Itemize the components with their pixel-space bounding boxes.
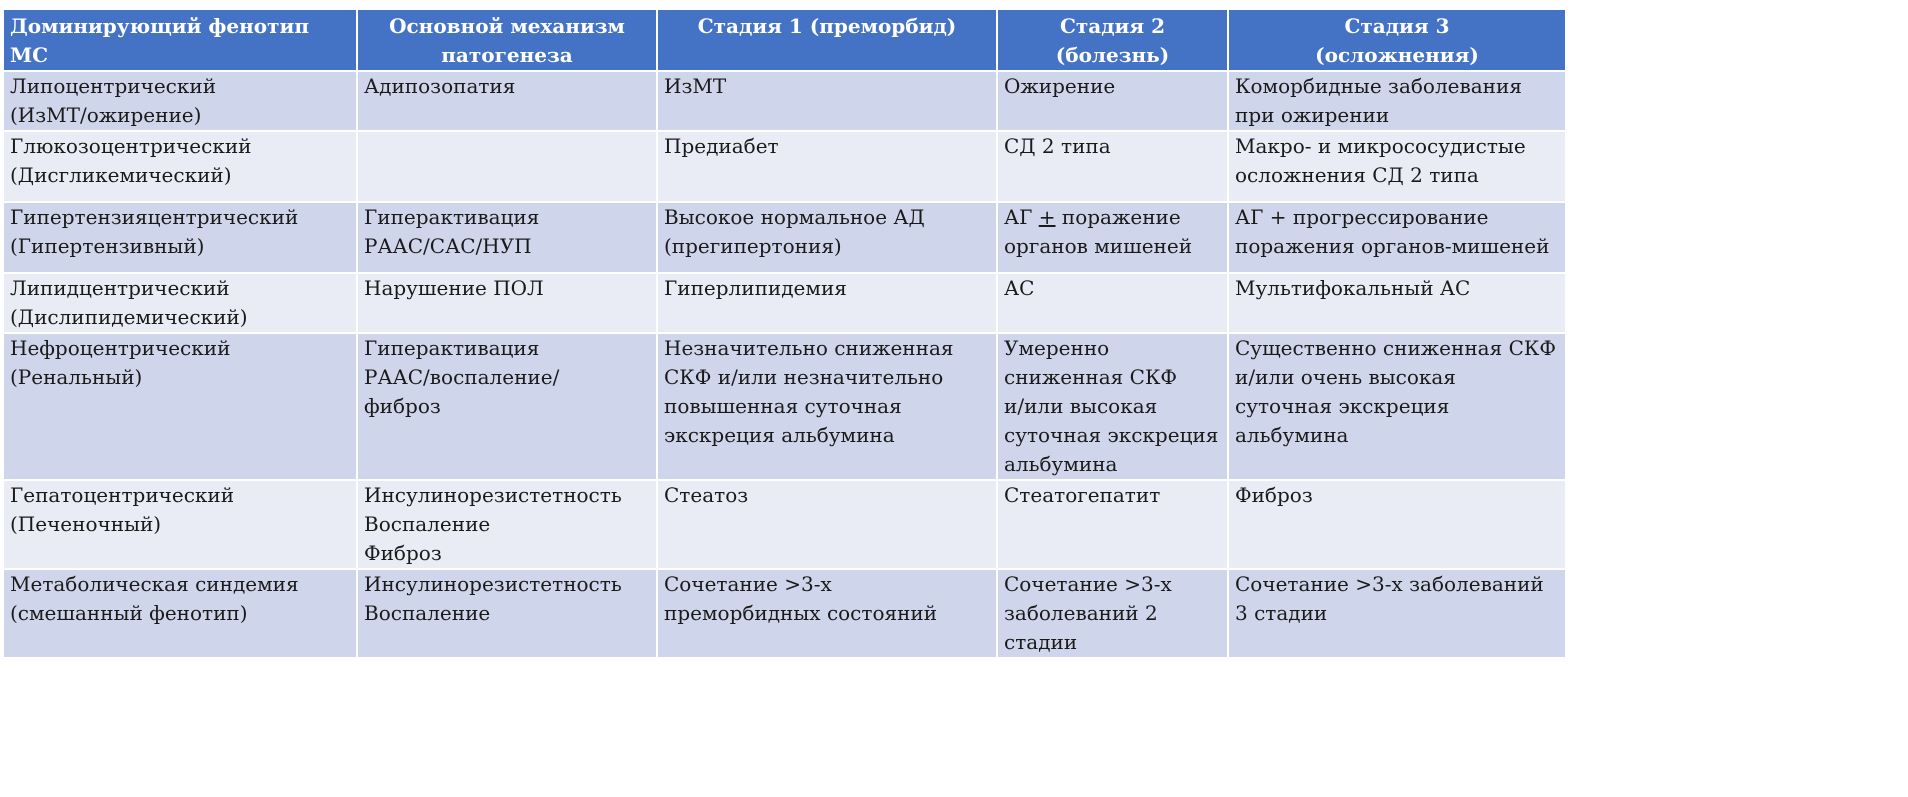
phenotype-table-container xyxy=(2,8,1565,659)
cell-mechanism: Гиперактивация РААС/воспаление/ фиброз xyxy=(357,333,657,480)
table-row xyxy=(3,480,1566,569)
cell-mechanism: Нарушение ПОЛ xyxy=(357,273,657,333)
header-stage-1: Стадия 1 (преморбид) xyxy=(657,9,997,71)
cell-stage-2: Сочетание >3-х заболеваний 2 стадии xyxy=(997,569,1228,658)
table-row xyxy=(3,202,1566,273)
cell-stage-2: Ожирение xyxy=(997,71,1228,131)
header-stage-2: Стадия 2 (болезнь) xyxy=(997,9,1228,71)
stage-2-suffix: поражение органов мишеней xyxy=(1004,205,1193,258)
cell-stage-1: ИзМТ xyxy=(657,71,997,131)
cell-stage-2: АС xyxy=(997,273,1228,333)
cell-stage-2: СД 2 типа xyxy=(997,131,1228,202)
cell-phenotype: Глюкозоцентрический (Дисгликемический) xyxy=(3,131,357,202)
stage-2-prefix: АГ xyxy=(1004,205,1039,229)
table-header xyxy=(3,9,1566,71)
cell-mechanism: Инсулинорезистетность Воспаление Фиброз xyxy=(357,480,657,569)
plus-minus-symbol: + xyxy=(1038,205,1056,229)
cell-stage-3: Коморбидные заболевания при ожирении xyxy=(1228,71,1566,131)
cell-stage-3: АГ + прогрессирование поражения органов-мишеней xyxy=(1228,202,1566,273)
cell-stage-1: Высокое нормальное АД (прегипертония) xyxy=(657,202,997,273)
cell-phenotype: Метаболическая синдемия (смешанный фенотип) xyxy=(3,569,357,658)
cell-stage-2: Умеренно сниженная СКФ и/или высокая суточная экскреция альбумина xyxy=(997,333,1228,480)
cell-mechanism: Инсулинорезистетность Воспаление xyxy=(357,569,657,658)
header-stage-3: Стадия 3 (осложнения) xyxy=(1228,9,1566,71)
cell-phenotype: Липоцентрический (ИзМТ/ожирение) xyxy=(3,71,357,131)
cell-phenotype: Гепатоцентрический (Печеночный) xyxy=(3,480,357,569)
cell-stage-3: Макро- и микрососудистые осложнения СД 2 типа xyxy=(1228,131,1566,202)
table-row xyxy=(3,131,1566,202)
cell-stage-1: Предиабет xyxy=(657,131,997,202)
cell-stage-3: Мультифокальный АС xyxy=(1228,273,1566,333)
cell-stage-1: Сочетание >3-х преморбидных состояний xyxy=(657,569,997,658)
cell-stage-3: Фиброз xyxy=(1228,480,1566,569)
cell-mechanism: Адипозопатия xyxy=(357,71,657,131)
cell-stage-2 xyxy=(997,202,1228,273)
cell-phenotype: Липидцентрический (Дислипидемический) xyxy=(3,273,357,333)
table-row xyxy=(3,71,1566,131)
cell-phenotype: Гипертензияцентрический (Гипертензивный) xyxy=(3,202,357,273)
cell-stage-2: Стеатогепатит xyxy=(997,480,1228,569)
table-row xyxy=(3,569,1566,658)
header-row xyxy=(3,9,1566,71)
cell-stage-1: Незначительно сниженная СКФ и/или незначительно повышенная суточная экскреция альбумина xyxy=(657,333,997,480)
cell-stage-1: Гиперлипидемия xyxy=(657,273,997,333)
header-mechanism: Основной механизм патогенеза xyxy=(357,9,657,71)
cell-mechanism: Гиперактивация РААС/САС/НУП xyxy=(357,202,657,273)
cell-stage-3: Существенно сниженная СКФ и/или очень высокая суточная экскреция альбумина xyxy=(1228,333,1566,480)
cell-stage-1: Стеатоз xyxy=(657,480,997,569)
table-row xyxy=(3,273,1566,333)
metabolic-syndrome-phenotype-table xyxy=(2,8,1567,659)
table-body xyxy=(3,71,1566,658)
cell-stage-3: Сочетание >3-х заболеваний 3 стадии xyxy=(1228,569,1566,658)
table-row xyxy=(3,333,1566,480)
header-phenotype: Доминирующий фенотип МС xyxy=(3,9,357,71)
cell-mechanism xyxy=(357,131,657,202)
cell-phenotype: Нефроцентрический (Ренальный) xyxy=(3,333,357,480)
